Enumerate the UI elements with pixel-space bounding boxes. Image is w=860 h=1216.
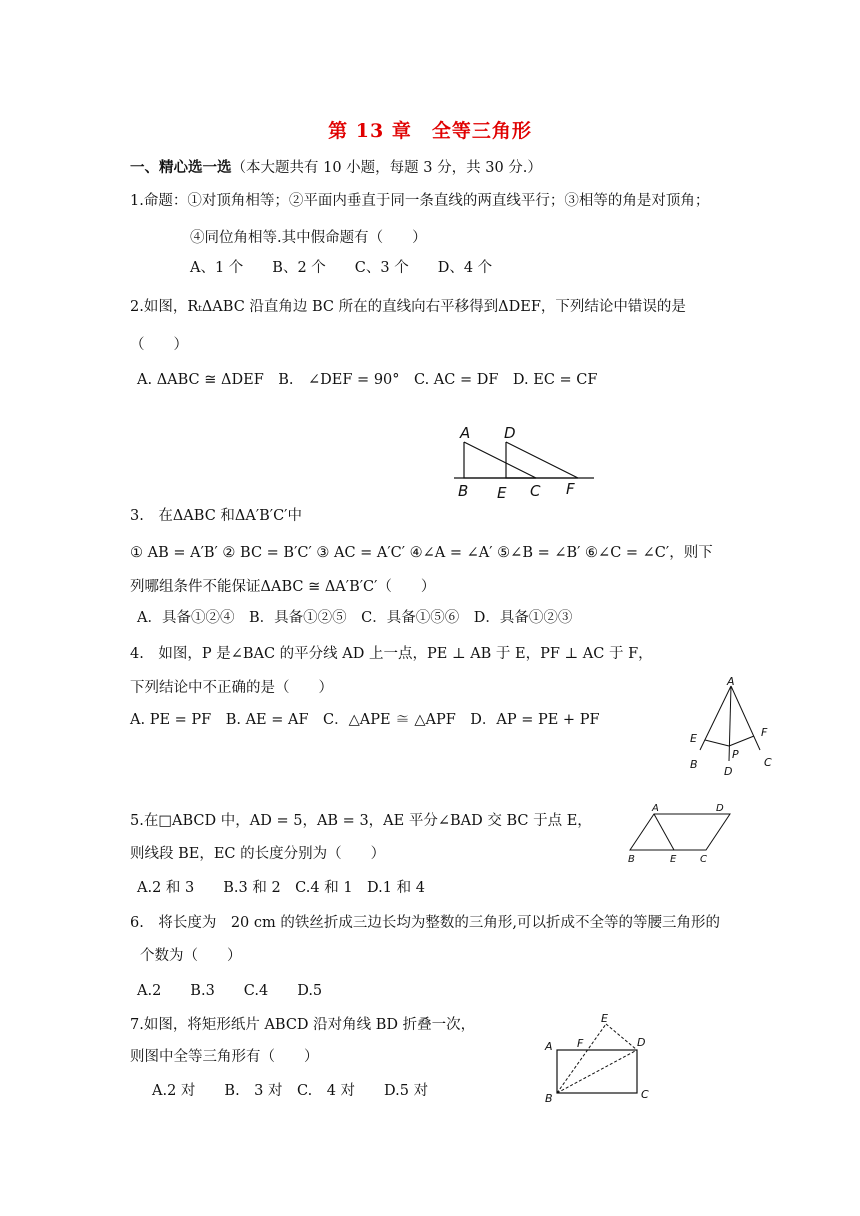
q5-options: A.2 和 3 B.3 和 2 C.4 和 1 D.1 和 4	[137, 880, 425, 896]
q6-stem-line1: 6. 将长度为 20 cm 的铁丝折成三边长均为整数的三角形,可以折成不全等的等腰三角形的	[130, 915, 720, 931]
q4-figure-angle-bisector	[684, 676, 784, 780]
q5-label-b: B	[628, 854, 635, 865]
q1-options: A、1 个 B、2 个 C、3 个 D、4 个	[190, 260, 493, 276]
q7-label-e: E	[601, 1012, 608, 1025]
q5-label-c: C	[700, 854, 707, 865]
q2-figure-translated-triangles	[448, 420, 598, 500]
q7-options: A.2 对 B. 3 对 C. 4 对 D.5 对	[152, 1083, 429, 1099]
q2-label-e: E	[497, 484, 507, 500]
q6-stem-line2: 个数为（ ）	[140, 948, 242, 964]
q5-figure-parallelogram	[624, 800, 740, 868]
q1-stem-line2: ④同位角相等.其中假命题有（ ）	[190, 230, 427, 246]
q7-label-f: F	[577, 1037, 584, 1050]
q7-label-b: B	[545, 1092, 553, 1104]
q4-label-d: D	[724, 765, 733, 778]
q2-label-a: A	[460, 424, 471, 442]
page-title: 第 13 章 全等三角形	[328, 120, 532, 142]
q7-label-d: D	[637, 1036, 646, 1049]
q4-label-c: C	[764, 756, 772, 769]
q6-options: A.2 B.3 C.4 D.5	[137, 983, 323, 999]
section-heading-text: 一、精心选一选	[130, 159, 232, 176]
q3-stem-line3: 列哪组条件不能保证ΔABC ≅ ΔA′B′C′（ ）	[130, 579, 436, 595]
q4-label-f: F	[761, 726, 768, 739]
q3-stem-line1: 3. 在ΔABC 和ΔA′B′C′中	[130, 508, 302, 524]
q4-options: A. PE = PF B. AE = AF C．△APE ≅ △APF D．AP = PE + PF	[130, 712, 600, 728]
q5-label-e: E	[670, 854, 677, 865]
section-heading	[130, 158, 542, 178]
q5-stem-line1: 5.在□ABCD 中，AD = 5，AB = 3，AE 平分∠BAD 交 BC 于点 E，	[130, 813, 592, 829]
q2-label-c: C	[530, 482, 541, 500]
q1-stem-line1: 1.命题：①对顶角相等；②平面内垂直于同一条直线的两直线平行；③相等的角是对顶角；	[130, 193, 710, 209]
q3-stem-line2: ① AB = A′B′ ② BC = B′C′ ③ AC = A′C′ ④∠A = ∠A′ ⑤∠B = ∠B′ ⑥∠C = ∠C′，则下	[130, 545, 713, 561]
q5-label-d: D	[716, 803, 724, 814]
q4-label-b: B	[690, 758, 698, 771]
q5-stem-line2: 则线段 BE，EC 的长度分别为（ ）	[130, 846, 386, 862]
q2-label-d: D	[504, 424, 516, 442]
q2-label-b: B	[458, 482, 469, 500]
q2-options: A. ΔABC ≅ ΔDEF B. ∠DEF = 90° C. AC = DF D. EC = CF	[137, 372, 598, 388]
q3-options: A．具备①②④ B．具备①②⑤ C．具备①⑤⑥ D．具备①②③	[137, 610, 573, 626]
q7-stem-line2: 则图中全等三角形有（ ）	[130, 1049, 319, 1065]
q7-figure-folded-rectangle	[538, 1012, 658, 1104]
q5-label-a: A	[652, 803, 659, 814]
q4-label-p: P	[732, 748, 739, 761]
section-note: （本大题共有 10 小题，每题 3 分，共 30 分.）	[231, 160, 542, 176]
q7-stem-line1: 7.如图，将矩形纸片 ABCD 沿对角线 BD 折叠一次，	[130, 1017, 476, 1033]
q2-stem-line2: （ ）	[130, 337, 188, 353]
q7-label-a: A	[545, 1040, 553, 1053]
q4-label-a: A	[727, 676, 735, 688]
q2-label-f: F	[566, 480, 575, 498]
q7-label-c: C	[641, 1088, 649, 1101]
q2-stem-line1: 2.如图，RₜΔABC 沿直角边 BC 所在的直线向右平移得到ΔDEF，下列结论中错误的是	[130, 299, 686, 315]
q4-stem-line1: 4. 如图，P 是∠BAC 的平分线 AD 上一点，PE ⊥ AB 于 E，PF ⊥ AC 于 F，	[130, 646, 653, 662]
q4-label-e: E	[690, 732, 697, 745]
q4-stem-line2: 下列结论中不正确的是（ ）	[130, 680, 333, 696]
